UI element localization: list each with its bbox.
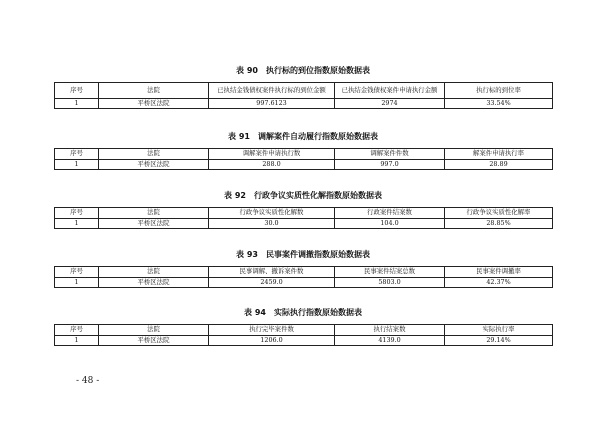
- table-cell: 1: [55, 278, 99, 288]
- table-caption: 表 94 实际执行指数原始数据表: [244, 308, 362, 317]
- header-cell: 执行标的到位率: [445, 83, 553, 99]
- header-cell: 实际执行率: [445, 325, 553, 336]
- table-cell: 29.14%: [445, 336, 553, 346]
- header-cell: 执行完毕案件数: [209, 325, 335, 336]
- table-header-row: [55, 149, 553, 160]
- table-header-row: [55, 208, 553, 219]
- header-cell: 法院: [99, 267, 209, 278]
- table-cell: 平桥区法院: [99, 99, 209, 109]
- table-cell: 平桥区法院: [99, 336, 209, 346]
- table-cell: 33.54%: [445, 99, 553, 109]
- header-cell: 民事案件结案总数: [335, 267, 445, 278]
- table-cell: 2974: [335, 99, 445, 109]
- table-cell: 28.85%: [445, 219, 553, 229]
- table-row: [55, 99, 553, 109]
- table-section-91: [54, 132, 552, 170]
- table-caption: 表 91 调解案件自动履行指数原始数据表: [228, 132, 378, 141]
- table-cell: 30.0: [209, 219, 335, 229]
- table-caption: 表 90 执行标的到位指数原始数据表: [236, 66, 370, 75]
- table-cell: 平桥区法院: [99, 219, 209, 229]
- header-cell: 行政案件结案数: [335, 208, 445, 219]
- table-row: [55, 219, 553, 229]
- header-cell: 调解案件件数: [335, 149, 445, 160]
- header-cell: 执行结案数: [335, 325, 445, 336]
- table-section-93: [54, 250, 552, 288]
- table-cell: 1: [55, 336, 99, 346]
- table-row: [55, 160, 553, 170]
- data-table: [54, 266, 553, 288]
- header-cell: 法院: [99, 149, 209, 160]
- table-cell: 4139.0: [335, 336, 445, 346]
- table-cell: 997.0: [335, 160, 445, 170]
- table-cell: 288.0: [209, 160, 335, 170]
- table-section-92: [54, 191, 552, 229]
- table-section-94: [54, 308, 552, 346]
- header-cell: 已执结金钱债权案件执行标的到位金额: [209, 83, 335, 99]
- table-row: [55, 278, 553, 288]
- table-header-row: [55, 267, 553, 278]
- table-cell: 平桥区法院: [99, 278, 209, 288]
- table-cell: 5803.0: [335, 278, 445, 288]
- header-cell: 民事调解、撤诉案件数: [209, 267, 335, 278]
- header-cell: 调解案件申请执行数: [209, 149, 335, 160]
- header-cell: 序号: [55, 83, 99, 99]
- data-table: [54, 207, 553, 229]
- table-cell: 1: [55, 160, 99, 170]
- header-cell: 行政争议实质性化解数: [209, 208, 335, 219]
- page-number: - 48 -: [76, 376, 100, 386]
- header-cell: 已执结金钱债权案件申请执行金额: [335, 83, 445, 99]
- header-cell: 法院: [99, 208, 209, 219]
- table-cell: 42.37%: [445, 278, 553, 288]
- header-cell: 民事案件调撤率: [445, 267, 553, 278]
- header-cell: 解案件申请执行率: [445, 149, 553, 160]
- header-cell: 序号: [55, 208, 99, 219]
- header-cell: 序号: [55, 149, 99, 160]
- table-header-row: [55, 325, 553, 336]
- table-cell: 1: [55, 219, 99, 229]
- table-section-90: [54, 66, 552, 109]
- header-cell: 法院: [99, 325, 209, 336]
- table-header-row: [55, 83, 553, 99]
- table-cell: 104.0: [335, 219, 445, 229]
- table-caption: 表 93 民事案件调撤指数原始数据表: [236, 250, 370, 259]
- table-cell: 1: [55, 99, 99, 109]
- table-cell: 1206.0: [209, 336, 335, 346]
- data-table: [54, 148, 553, 170]
- table-cell: 平桥区法院: [99, 160, 209, 170]
- header-cell: 法院: [99, 83, 209, 99]
- table-cell: 2459.0: [209, 278, 335, 288]
- data-table: [54, 82, 553, 109]
- table-cell: 28.89: [445, 160, 553, 170]
- table-row: [55, 336, 553, 346]
- header-cell: 序号: [55, 325, 99, 336]
- table-caption: 表 92 行政争议实质性化解指数原始数据表: [224, 191, 382, 200]
- table-cell: 997.6123: [209, 99, 335, 109]
- header-cell: 序号: [55, 267, 99, 278]
- header-cell: 行政争议实质性化解率: [445, 208, 553, 219]
- data-table: [54, 324, 553, 346]
